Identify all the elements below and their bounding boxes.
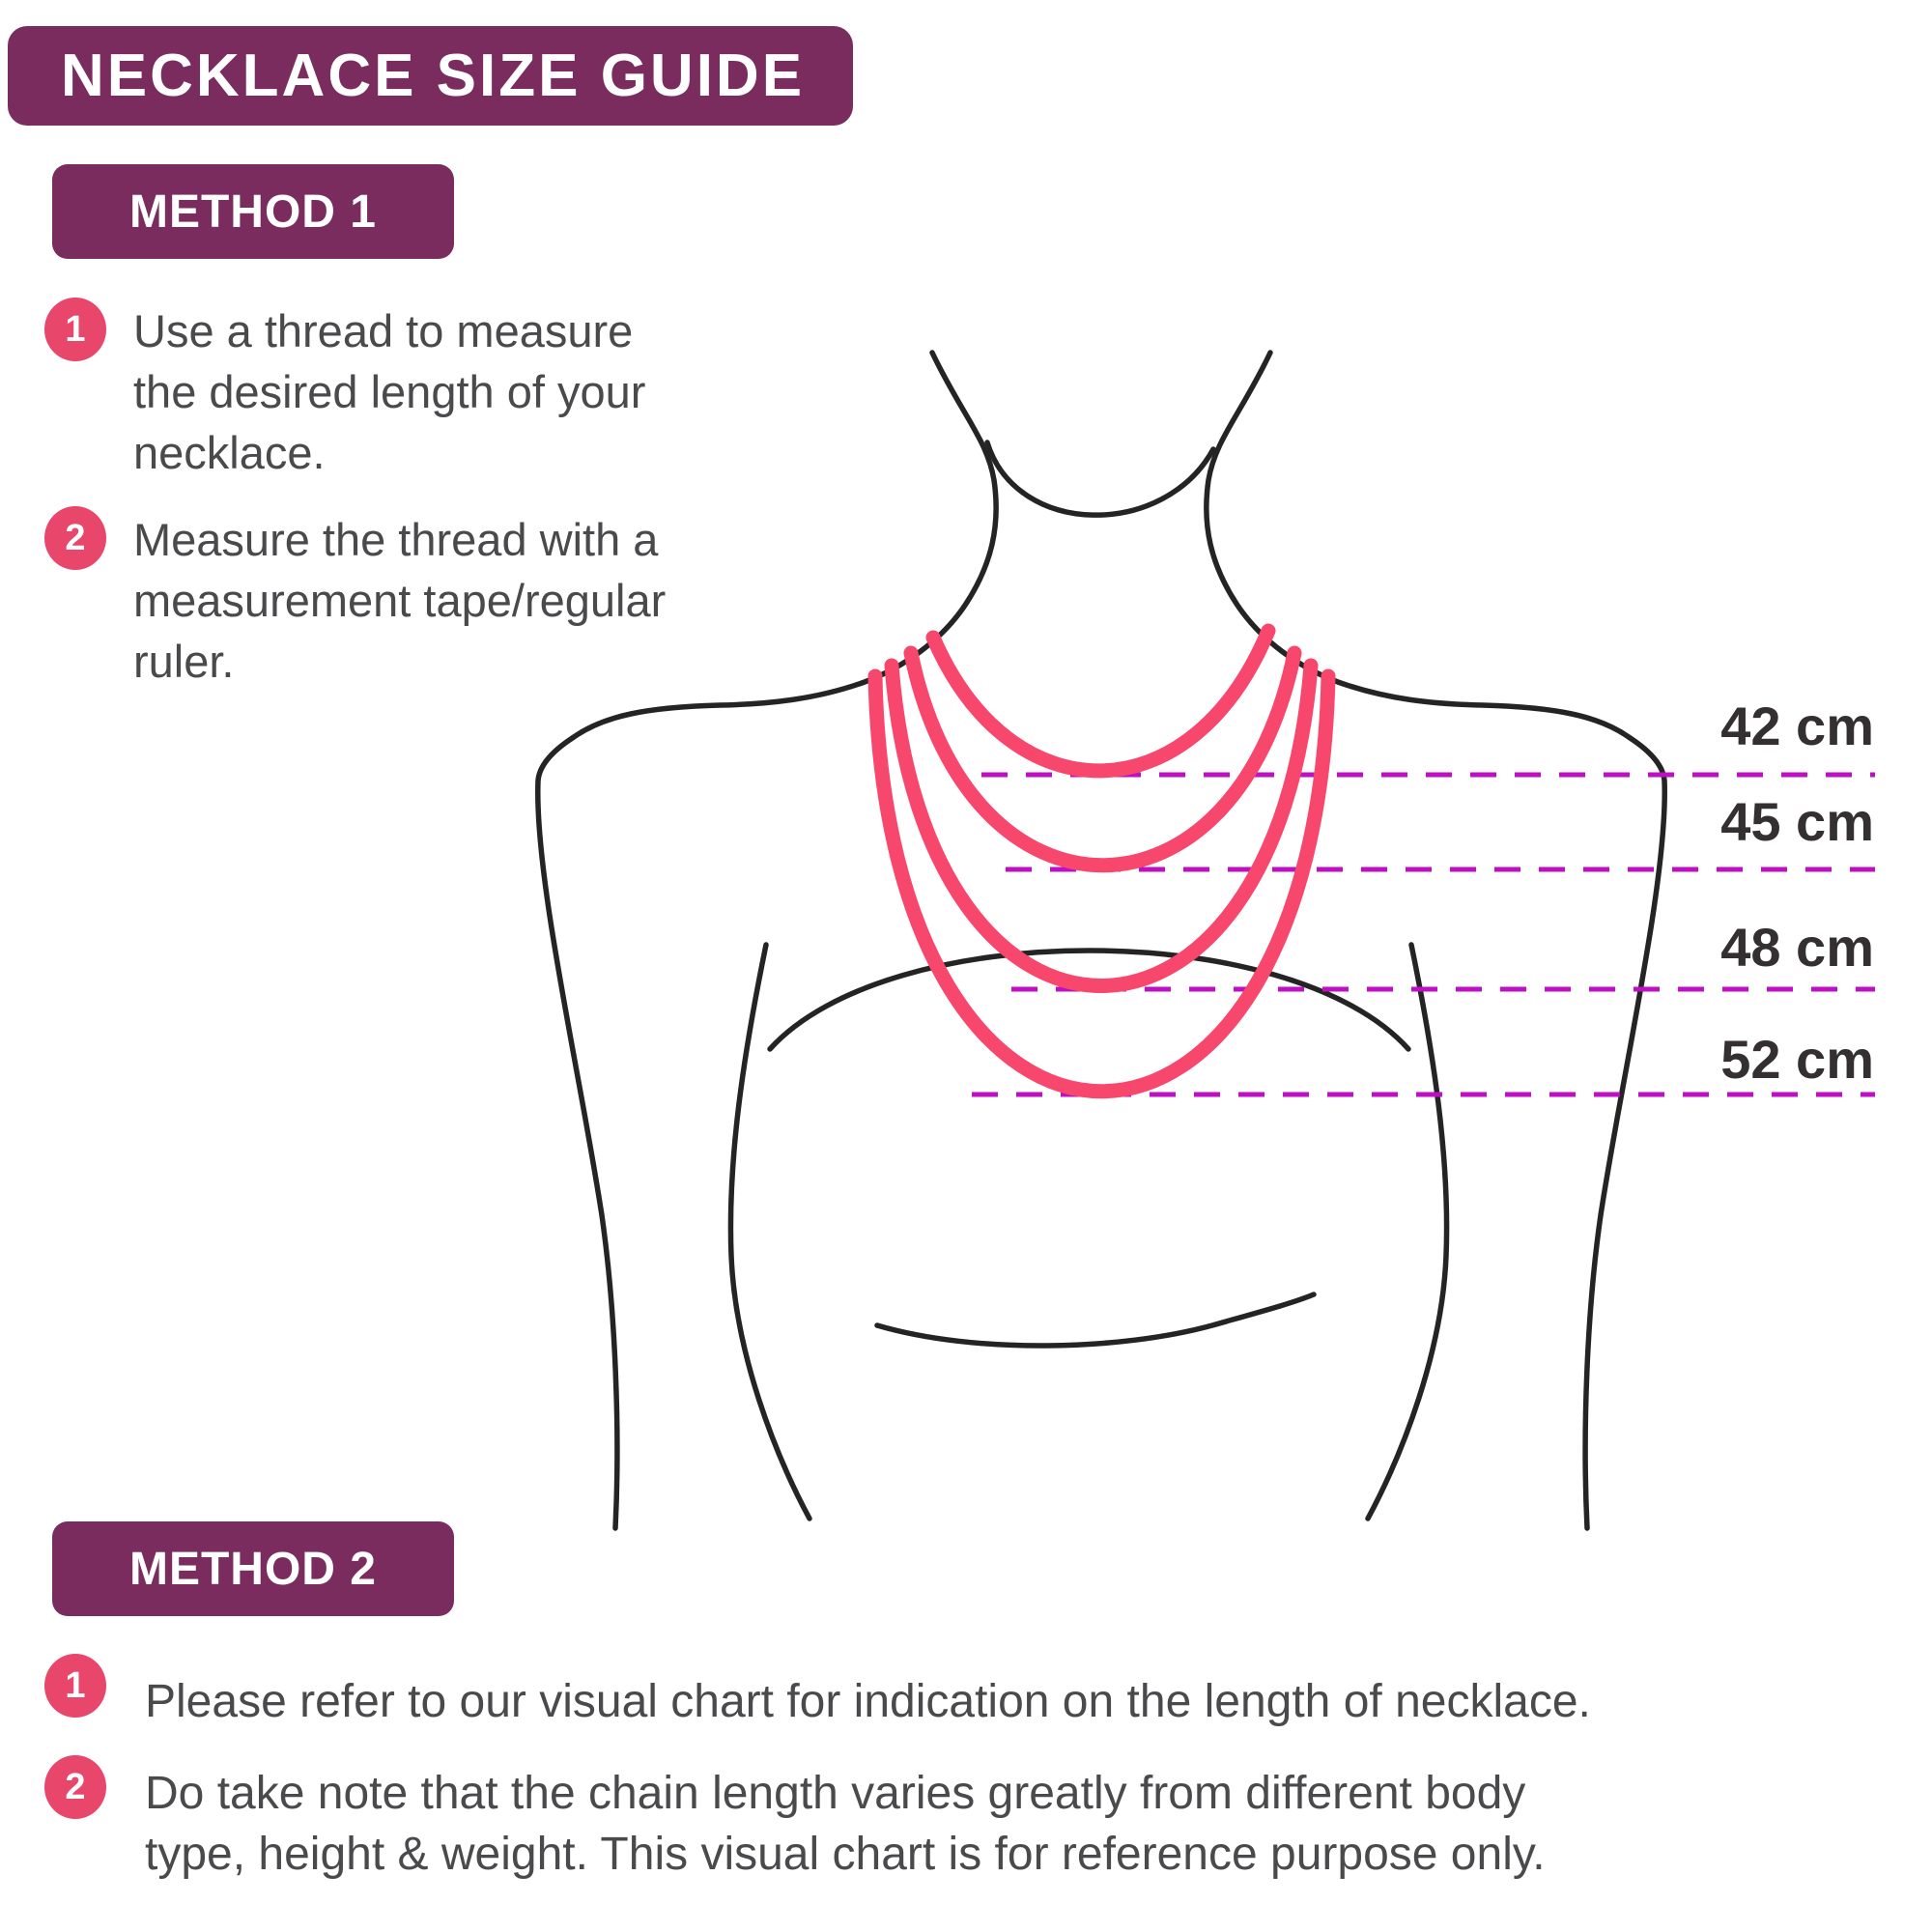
step-text-line: ruler.	[133, 636, 235, 687]
necklace-strand-42cm	[933, 631, 1268, 771]
step-text-line: Do take note that the chain length varies greatly from different body	[145, 1768, 1526, 1819]
method2-step1-text	[145, 1671, 1591, 1732]
step-text-line: Use a thread to measure	[133, 305, 634, 356]
step-number-badge: 1	[44, 1654, 106, 1718]
step-number-badge: 2	[44, 506, 106, 570]
step-text-line: measurement tape/regular	[133, 575, 667, 626]
underbust-curve	[877, 1294, 1314, 1346]
size-label-52cm: 52 cm	[1720, 1029, 1874, 1090]
body-side-left-line	[730, 945, 810, 1519]
method-1-badge: METHOD 1	[52, 164, 454, 259]
necklace-strand-48cm	[892, 666, 1311, 986]
step-number-badge: 1	[44, 298, 106, 361]
step-text-line: the desired length of your	[133, 366, 646, 417]
size-label-42cm: 42 cm	[1720, 696, 1874, 756]
method-2-badge: METHOD 2	[52, 1521, 454, 1616]
step-text-line: type, height & weight. This visual chart is for reference purpose only.	[145, 1829, 1546, 1880]
page-title: NECKLACE SIZE GUIDE	[8, 26, 853, 126]
step-text-line: necklace.	[133, 427, 326, 478]
body-side-right-line	[1368, 945, 1447, 1519]
size-label-48cm: 48 cm	[1720, 917, 1874, 978]
chest-curve	[770, 951, 1408, 1049]
size-label-45cm: 45 cm	[1720, 791, 1874, 852]
method2-step2-text	[145, 1763, 1546, 1885]
neckline-curve	[987, 442, 1213, 515]
step-text-line: Measure the thread with a	[133, 514, 659, 565]
step-number-badge: 2	[44, 1755, 106, 1819]
step-text-line: Please refer to our visual chart for indication on the length of necklace.	[145, 1676, 1591, 1727]
